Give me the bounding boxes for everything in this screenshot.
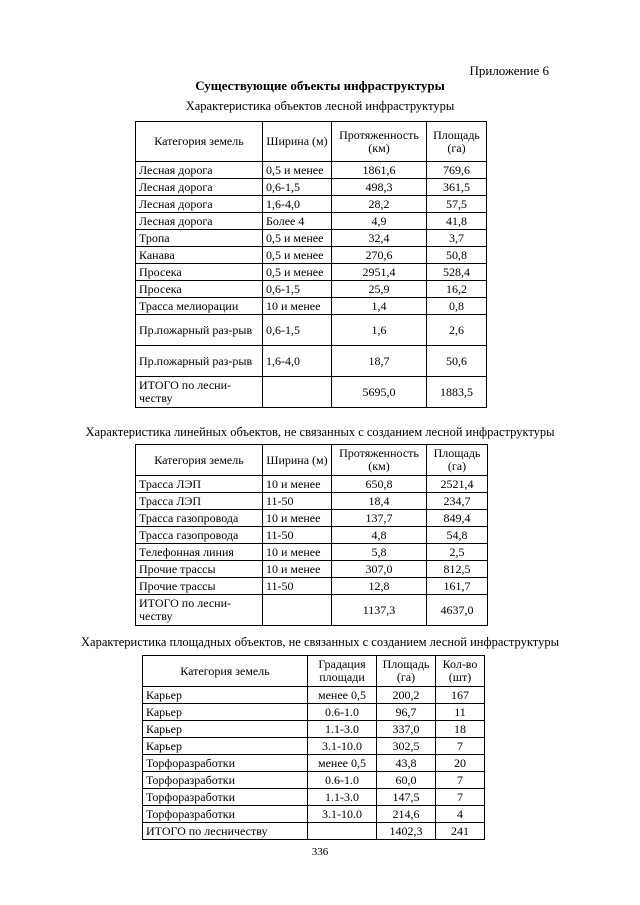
table-cell: 18,4 xyxy=(332,493,427,510)
table-cell: 32,4 xyxy=(332,230,427,247)
table-cell: 11-50 xyxy=(263,578,332,595)
table-cell: ИТОГО по лесни-честву xyxy=(136,595,263,626)
table1-caption: Характеристика объектов лесной инфраструктуры xyxy=(185,99,455,113)
table-row xyxy=(143,738,485,755)
table-cell: 11-50 xyxy=(263,493,332,510)
table-cell: Лесная дорога xyxy=(136,196,263,213)
table-cell: Карьер xyxy=(143,687,308,704)
table-cell: 1137,3 xyxy=(332,595,427,626)
table-cell: Карьер xyxy=(143,704,308,721)
table-row xyxy=(136,493,488,510)
table-cell: Канава xyxy=(136,247,263,264)
col-header-length: Протяженность (км) xyxy=(332,122,427,162)
table-cell: Более 4 xyxy=(263,213,332,230)
table-row xyxy=(136,578,488,595)
table-cell: Трасса ЛЭП xyxy=(136,493,263,510)
table-cell: 10 и менее xyxy=(263,510,332,527)
table-header-row xyxy=(136,122,487,162)
table-cell: 20 xyxy=(436,755,485,772)
table-row xyxy=(136,247,487,264)
table-row xyxy=(143,687,485,704)
table-cell: 4 xyxy=(436,806,485,823)
col-header-area: Площадь (га) xyxy=(377,656,436,687)
col-header-width: Ширина (м) xyxy=(263,445,332,476)
col-header-count: Кол-во (шт) xyxy=(436,656,485,687)
page-title: Существующие объекты инфраструктуры xyxy=(195,78,445,93)
table-cell: 0.6-1.0 xyxy=(308,772,377,789)
table-cell: 57,5 xyxy=(427,196,487,213)
table-cell: 849,4 xyxy=(427,510,488,527)
table-cell: 18 xyxy=(436,721,485,738)
table-row xyxy=(136,315,487,346)
table-cell: 2,6 xyxy=(427,315,487,346)
table-row xyxy=(136,544,488,561)
table-cell: 650,8 xyxy=(332,476,427,493)
table-row xyxy=(136,162,487,179)
table-header-row xyxy=(136,445,488,476)
table-row xyxy=(143,721,485,738)
table-cell: 96,7 xyxy=(377,704,436,721)
table-cell: 25,9 xyxy=(332,281,427,298)
table-cell xyxy=(263,595,332,626)
table-cell: 2,5 xyxy=(427,544,488,561)
table-cell xyxy=(308,823,377,840)
table-cell: 147,5 xyxy=(377,789,436,806)
table-cell: 3,7 xyxy=(427,230,487,247)
table-cell: 200,2 xyxy=(377,687,436,704)
table-cell: 2521,4 xyxy=(427,476,488,493)
col-header-gradation: Градация площади xyxy=(308,656,377,687)
table-cell: 10 и менее xyxy=(263,561,332,578)
table-cell: 4,8 xyxy=(332,527,427,544)
table-cell xyxy=(263,377,332,408)
table-cell: ИТОГО по лесничеству xyxy=(143,823,308,840)
table-cell: Торфоразработки xyxy=(143,772,308,789)
table-cell: 0,6-1,5 xyxy=(263,315,332,346)
table-cell: Пр.пожарный раз-рыв xyxy=(136,315,263,346)
table-row xyxy=(136,213,487,230)
table-cell: 3.1-10.0 xyxy=(308,738,377,755)
table-cell: 41,8 xyxy=(427,213,487,230)
table-cell: 1,4 xyxy=(332,298,427,315)
table-cell: 769,6 xyxy=(427,162,487,179)
table-cell: Трасса газопровода xyxy=(136,527,263,544)
table-cell: 498,3 xyxy=(332,179,427,196)
table-cell: Лесная дорога xyxy=(136,179,263,196)
table-cell: 307,0 xyxy=(332,561,427,578)
table-cell: 137,7 xyxy=(332,510,427,527)
table-cell: 1,6 xyxy=(332,315,427,346)
table-cell: 0.6-1.0 xyxy=(308,704,377,721)
table-cell: 60,0 xyxy=(377,772,436,789)
table-row xyxy=(136,298,487,315)
table-cell: 241 xyxy=(436,823,485,840)
table-cell: ИТОГО по лесни-честву xyxy=(136,377,263,408)
table-cell: 4,9 xyxy=(332,213,427,230)
table-cell: 270,6 xyxy=(332,247,427,264)
table-cell: 361,5 xyxy=(427,179,487,196)
table-row xyxy=(136,179,487,196)
table-row xyxy=(143,823,485,840)
table2-caption: Характеристика линейных объектов, не связанных с созданием лесной инфраструктуры xyxy=(85,425,555,439)
table-cell: 1.1-3.0 xyxy=(308,721,377,738)
table-cell: 50,8 xyxy=(427,247,487,264)
table-cell: Торфоразработки xyxy=(143,806,308,823)
appendix-label: Приложение 6 xyxy=(469,63,549,78)
table-cell: 0,5 и менее xyxy=(263,162,332,179)
table-cell: 302,5 xyxy=(377,738,436,755)
table-cell: 0,8 xyxy=(427,298,487,315)
table-row xyxy=(136,595,488,626)
table-cell: 4637,0 xyxy=(427,595,488,626)
table-cell: 1883,5 xyxy=(427,377,487,408)
table-cell: 28,2 xyxy=(332,196,427,213)
table-cell: 337,0 xyxy=(377,721,436,738)
table-cell: Трасса ЛЭП xyxy=(136,476,263,493)
table-cell: 214,6 xyxy=(377,806,436,823)
table-cell: Лесная дорога xyxy=(136,213,263,230)
table-row xyxy=(143,772,485,789)
table-cell: Карьер xyxy=(143,738,308,755)
table-cell: 1,6-4,0 xyxy=(263,196,332,213)
table-cell: Торфоразработки xyxy=(143,755,308,772)
table-row xyxy=(136,527,488,544)
table-cell: 7 xyxy=(436,789,485,806)
table-cell: 54,8 xyxy=(427,527,488,544)
table-cell: 5695,0 xyxy=(332,377,427,408)
table-cell: 0,6-1,5 xyxy=(263,281,332,298)
table-cell: 1861,6 xyxy=(332,162,427,179)
table-cell: Карьер xyxy=(143,721,308,738)
table-cell: Просека xyxy=(136,264,263,281)
area-objects-table xyxy=(142,655,485,840)
table-cell: 161,7 xyxy=(427,578,488,595)
table-cell: 528,4 xyxy=(427,264,487,281)
table-row xyxy=(136,561,488,578)
table-row xyxy=(136,281,487,298)
table-cell: 0,5 и менее xyxy=(263,247,332,264)
col-header-length: Протяженность (км) xyxy=(332,445,427,476)
col-header-category: Категория земель xyxy=(136,122,263,162)
table-cell: Телефонная линия xyxy=(136,544,263,561)
table-cell: Прочие трассы xyxy=(136,578,263,595)
table-row xyxy=(136,196,487,213)
table3-caption: Характеристика площадных объектов, не связанных с созданием лесной инфраструктуры xyxy=(81,635,559,649)
table-cell: Торфоразработки xyxy=(143,789,308,806)
table-row xyxy=(136,230,487,247)
table-cell: 1,6-4,0 xyxy=(263,346,332,377)
table-cell: 10 и менее xyxy=(263,298,332,315)
table-cell: 11 xyxy=(436,704,485,721)
table-cell: 0,5 и менее xyxy=(263,230,332,247)
table-cell: 18,7 xyxy=(332,346,427,377)
table-row xyxy=(143,704,485,721)
table-cell: 234,7 xyxy=(427,493,488,510)
col-header-area: Площадь (га) xyxy=(427,122,487,162)
table-row xyxy=(143,755,485,772)
table-cell: Пр.пожарный раз-рыв xyxy=(136,346,263,377)
col-header-category: Категория земель xyxy=(143,656,308,687)
table-cell: 11-50 xyxy=(263,527,332,544)
table-cell: 16,2 xyxy=(427,281,487,298)
linear-objects-table xyxy=(135,444,488,626)
col-header-area: Площадь (га) xyxy=(427,445,488,476)
table-cell: Трасса газопровода xyxy=(136,510,263,527)
col-header-category: Категория земель xyxy=(136,445,263,476)
table-cell: Прочие трассы xyxy=(136,561,263,578)
table-cell: 43,8 xyxy=(377,755,436,772)
table-cell: 12,8 xyxy=(332,578,427,595)
table-cell: 7 xyxy=(436,738,485,755)
forest-infrastructure-table xyxy=(135,121,487,408)
table-cell: 167 xyxy=(436,687,485,704)
table-row xyxy=(143,789,485,806)
table-cell: Тропа xyxy=(136,230,263,247)
table-cell: 0,5 и менее xyxy=(263,264,332,281)
table-cell: 50,6 xyxy=(427,346,487,377)
table-row xyxy=(143,806,485,823)
table-cell: 812,5 xyxy=(427,561,488,578)
table-cell: Просека xyxy=(136,281,263,298)
table-cell: Лесная дорога xyxy=(136,162,263,179)
table-row xyxy=(136,346,487,377)
col-header-width: Ширина (м) xyxy=(263,122,332,162)
table-cell: 7 xyxy=(436,772,485,789)
table-cell: менее 0,5 xyxy=(308,687,377,704)
table-cell: Трасса мелиорации xyxy=(136,298,263,315)
table-cell: 10 и менее xyxy=(263,544,332,561)
table-row xyxy=(136,264,487,281)
table-row xyxy=(136,510,488,527)
table-cell: 10 и менее xyxy=(263,476,332,493)
table-cell: менее 0,5 xyxy=(308,755,377,772)
table-cell: 5,8 xyxy=(332,544,427,561)
table-row xyxy=(136,476,488,493)
table-cell: 2951,4 xyxy=(332,264,427,281)
page-number: 336 xyxy=(311,846,329,858)
table-cell: 1.1-3.0 xyxy=(308,789,377,806)
table-cell: 1402,3 xyxy=(377,823,436,840)
table-cell: 0,6-1,5 xyxy=(263,179,332,196)
table-cell: 3.1-10.0 xyxy=(308,806,377,823)
table-header-row xyxy=(143,656,485,687)
table-row xyxy=(136,377,487,408)
